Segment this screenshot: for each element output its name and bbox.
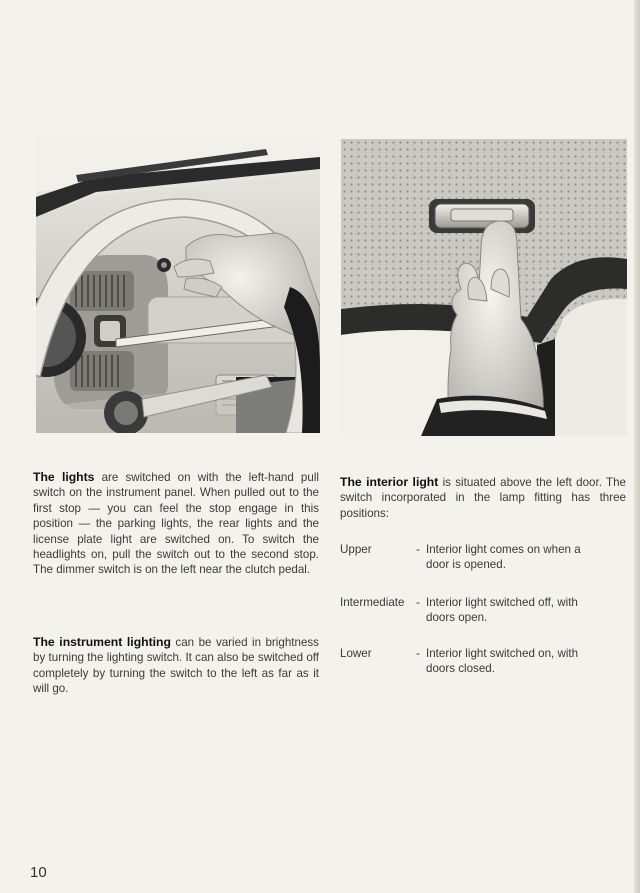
- position-description-line1: Interior light switched off, with: [426, 596, 578, 609]
- page-edge: [634, 0, 640, 893]
- position-description: [426, 646, 624, 677]
- instrument-lighting-body: can be varied in brightness by turning the lighting switch. It can also be switched off completely by turning the switch to the left as far as it will go.: [33, 636, 319, 696]
- position-description: [426, 542, 624, 573]
- interior-light-paragraph: [340, 475, 626, 521]
- lights-paragraph: [33, 470, 319, 578]
- position-dash: -: [416, 543, 420, 556]
- dashboard-light-switch-photo: [36, 137, 320, 433]
- position-dash: -: [416, 596, 420, 609]
- position-description: [426, 595, 624, 626]
- instrument-lighting-heading: The instrument lighting: [33, 635, 171, 649]
- position-name: Upper: [340, 543, 372, 556]
- position-name: Lower: [340, 647, 372, 660]
- lights-heading: The lights: [33, 470, 95, 484]
- interior-light-heading: The interior light: [340, 475, 439, 489]
- position-description-line2: door is opened.: [426, 558, 506, 572]
- interior-light-photo: [341, 139, 627, 436]
- position-dash: -: [416, 647, 420, 660]
- position-description-line1: Interior light switched on, with: [426, 647, 579, 660]
- instrument-lighting-paragraph: [33, 635, 319, 697]
- position-description-line1: Interior light comes on when a: [426, 543, 581, 556]
- position-description-line2: doors closed.: [426, 662, 495, 676]
- position-description-line2: doors open.: [426, 611, 488, 625]
- page-number: 10: [30, 864, 47, 881]
- interior-light-body: is situated above the left door. The switch incorporated in the lamp fitting has three positions:: [340, 476, 626, 520]
- position-name: Intermediate: [340, 596, 405, 609]
- lights-body: are switched on with the left-hand pull switch on the instrument panel. When pulled out to the first stop — you can feel the stop engage in this position — the parking lights, the rear lights and the license plate light are switched on. To switch the headlights on, pull the switch out to the second stop. The dimmer switch is on the left near the clutch pedal.: [33, 471, 319, 577]
